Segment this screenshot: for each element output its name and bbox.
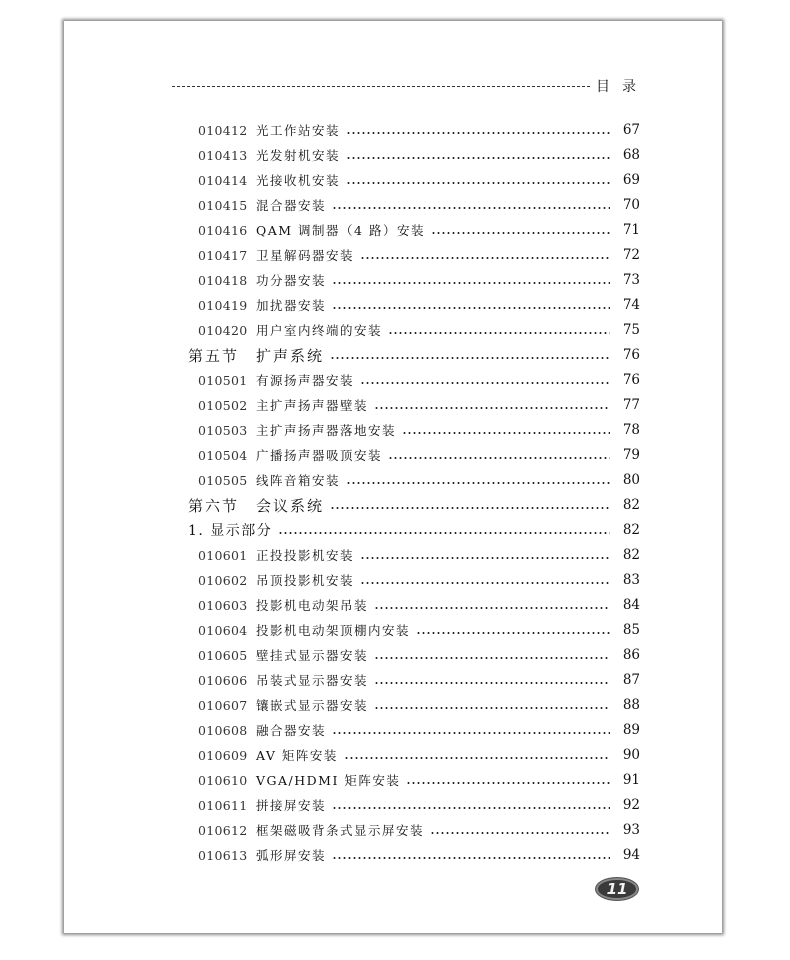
- dot-leader: [346, 482, 610, 484]
- page-number-badge: 11: [596, 878, 638, 900]
- dot-leader: [374, 657, 610, 659]
- toc-entry-code: 010601: [198, 547, 248, 563]
- toc-entry-code: 010613: [198, 847, 248, 863]
- toc-entry-code: 010418: [198, 272, 248, 288]
- header-title: 目录: [596, 79, 648, 95]
- toc-section: [188, 345, 640, 365]
- toc-entry-code: 010419: [198, 297, 248, 313]
- toc-entry-page: 71: [622, 222, 640, 238]
- toc-entry-title: 第六节 会议系统: [188, 496, 325, 515]
- toc-entry-title: 卫星解码器安装: [256, 248, 355, 263]
- toc-entry: [198, 395, 640, 415]
- header-dashed-rule: [172, 86, 590, 87]
- toc-entry-title: 线阵音箱安装: [256, 473, 341, 488]
- toc-entry: [198, 770, 640, 790]
- toc-entry: [198, 470, 640, 490]
- dot-leader: [332, 732, 610, 734]
- toc-entry-page: 85: [622, 622, 640, 638]
- toc-entry-page: 93: [622, 822, 640, 838]
- toc-entry: [198, 420, 640, 440]
- dot-leader: [406, 782, 610, 784]
- toc-entry-title: 加扰器安装: [256, 298, 327, 313]
- toc-entry-page: 73: [622, 272, 640, 288]
- toc-entry-title: 拼接屏安装: [256, 798, 327, 813]
- toc-entry-page: 76: [622, 347, 640, 363]
- toc-entry-page: 74: [622, 297, 640, 313]
- toc-entry-code: 010604: [198, 622, 248, 638]
- toc-entry-code: 010504: [198, 447, 248, 463]
- toc-entry-code: 010502: [198, 397, 248, 413]
- toc-entry-code: 010417: [198, 247, 248, 263]
- toc-entry: [198, 745, 640, 765]
- toc-entry: [198, 195, 640, 215]
- dot-leader: [360, 557, 610, 559]
- toc-entry-title: 融合器安装: [256, 723, 327, 738]
- toc-entry-title: 主扩声扬声器落地安装: [256, 423, 397, 438]
- toc-entry-title: QAM 调制器（4 路）安装: [256, 223, 425, 238]
- dot-leader: [346, 157, 610, 159]
- toc-entry: [198, 570, 640, 590]
- toc-entry: [198, 170, 640, 190]
- toc-entry-code: 010420: [198, 322, 248, 338]
- toc-entry-title: 功分器安装: [256, 273, 327, 288]
- toc-entry-title: 有源扬声器安装: [256, 373, 355, 388]
- toc-entry-title: 投影机电动架吊装: [256, 598, 369, 613]
- dot-leader: [360, 582, 610, 584]
- dot-leader: [374, 407, 610, 409]
- toc-entry: [198, 795, 640, 815]
- toc-entry: [198, 320, 640, 340]
- toc-entry-page: 82: [622, 522, 640, 538]
- toc-entry-title: 光工作站安装: [256, 123, 341, 138]
- toc-entry-page: 91: [622, 772, 640, 788]
- toc-entry-code: 010503: [198, 422, 248, 438]
- toc-entry-page: 79: [622, 447, 640, 463]
- toc-entry-page: 84: [622, 597, 640, 613]
- toc-entry-code: 010501: [198, 372, 248, 388]
- toc-entry-page: 83: [622, 572, 640, 588]
- toc-section: [188, 495, 640, 515]
- toc-entry-page: 86: [622, 647, 640, 663]
- toc-entry-title: 广播扬声器吸顶安装: [256, 448, 383, 463]
- toc-entry-code: 010607: [198, 697, 248, 713]
- toc-entry-code: 010415: [198, 197, 248, 213]
- dot-leader: [416, 632, 610, 634]
- toc-entry-code: 010412: [198, 122, 248, 138]
- dot-leader: [344, 757, 610, 759]
- toc-entry-page: 69: [622, 172, 640, 188]
- dot-leader: [388, 332, 610, 334]
- toc-entry-title: VGA/HDMI 矩阵安装: [256, 773, 401, 788]
- toc-entry: [198, 720, 640, 740]
- toc-entry-title: 混合器安装: [256, 198, 327, 213]
- toc-entry-code: 010611: [198, 797, 248, 813]
- toc-entry-page: 68: [622, 147, 640, 163]
- toc-entry-code: 010609: [198, 747, 248, 763]
- toc-entry-code: 010605: [198, 647, 248, 663]
- toc-entry-code: 010612: [198, 822, 248, 838]
- toc-entry: [198, 645, 640, 665]
- toc-entry-title: 光接收机安装: [256, 173, 341, 188]
- toc-entry-page: 88: [622, 697, 640, 713]
- toc-entry-title: 镶嵌式显示器安装: [256, 698, 369, 713]
- toc-entry-page: 75: [622, 322, 640, 338]
- toc-entry-code: 010414: [198, 172, 248, 188]
- toc-entry-title: 壁挂式显示器安装: [256, 648, 369, 663]
- toc-entry: [198, 620, 640, 640]
- toc-entry: [198, 595, 640, 615]
- toc-entry: [198, 445, 640, 465]
- toc-entry: [198, 695, 640, 715]
- toc-entry-title: 主扩声扬声器壁装: [256, 398, 369, 413]
- toc-entry-page: 94: [622, 847, 640, 863]
- dot-leader: [346, 132, 610, 134]
- toc-entry-title: 框架磁吸背条式显示屏安装: [256, 823, 425, 838]
- dot-leader: [374, 682, 610, 684]
- toc-entry: [198, 370, 640, 390]
- dot-leader: [346, 182, 610, 184]
- toc-entry-title: 光发射机安装: [256, 148, 341, 163]
- toc-entry-title: 投影机电动架顶棚内安装: [256, 623, 411, 638]
- toc-entry-page: 87: [622, 672, 640, 688]
- toc-entry: [198, 270, 640, 290]
- dot-leader: [388, 457, 610, 459]
- toc-entry: [198, 120, 640, 140]
- toc-entry-page: 80: [622, 472, 640, 488]
- toc-entry-page: 77: [622, 397, 640, 413]
- toc-entry-page: 92: [622, 797, 640, 813]
- toc-entry-page: 89: [622, 722, 640, 738]
- toc-entry: [198, 145, 640, 165]
- toc-entry-title: 吊装式显示器安装: [256, 673, 369, 688]
- toc-entry: [198, 220, 640, 240]
- toc-entry-code: 010603: [198, 597, 248, 613]
- toc-entry-code: 010610: [198, 772, 248, 788]
- toc-entry-code: 010505: [198, 472, 248, 488]
- dot-leader: [330, 357, 610, 359]
- toc-entry-title: AV 矩阵安装: [256, 748, 338, 763]
- dot-leader: [360, 382, 610, 384]
- dot-leader: [374, 707, 610, 709]
- toc-entry: [198, 820, 640, 840]
- toc-entry-page: 78: [622, 422, 640, 438]
- toc-entry-code: 010602: [198, 572, 248, 588]
- toc-entry-page: 70: [622, 197, 640, 213]
- toc-entry-page: 82: [622, 547, 640, 563]
- dot-leader: [431, 232, 610, 234]
- dot-leader: [402, 432, 610, 434]
- toc-entry: [198, 545, 640, 565]
- toc-entry: [198, 845, 640, 865]
- toc-entry-code: 010608: [198, 722, 248, 738]
- toc-entry-code: 010416: [198, 222, 248, 238]
- dot-leader: [430, 832, 610, 834]
- dot-leader: [374, 607, 610, 609]
- dot-leader: [332, 207, 610, 209]
- dot-leader: [278, 532, 610, 534]
- toc-entry-title: 正投投影机安装: [256, 548, 355, 563]
- toc-entry-code: 010413: [198, 147, 248, 163]
- toc-entry-title: 弧形屏安装: [256, 848, 327, 863]
- toc-entry-page: 76: [622, 372, 640, 388]
- toc-entry-page: 72: [622, 247, 640, 263]
- toc-entry-title: 第五节 扩声系统: [188, 346, 325, 365]
- toc-entry: [198, 295, 640, 315]
- dot-leader: [332, 282, 610, 284]
- toc-entry-title: 用户室内终端的安装: [256, 323, 383, 338]
- dot-leader: [332, 307, 610, 309]
- dot-leader: [332, 857, 610, 859]
- dot-leader: [360, 257, 610, 259]
- toc-entry-code: 010606: [198, 672, 248, 688]
- toc-subsection: [188, 520, 640, 540]
- toc-entry-page: 67: [622, 122, 640, 138]
- dot-leader: [332, 807, 610, 809]
- toc-entry-title: 吊顶投影机安装: [256, 573, 355, 588]
- toc-entry: [198, 670, 640, 690]
- toc-entry-page: 82: [622, 497, 640, 513]
- toc-entry-title: 1. 显示部分: [188, 523, 273, 539]
- toc-entry-page: 90: [622, 747, 640, 763]
- dot-leader: [330, 507, 610, 509]
- toc-entry: [198, 245, 640, 265]
